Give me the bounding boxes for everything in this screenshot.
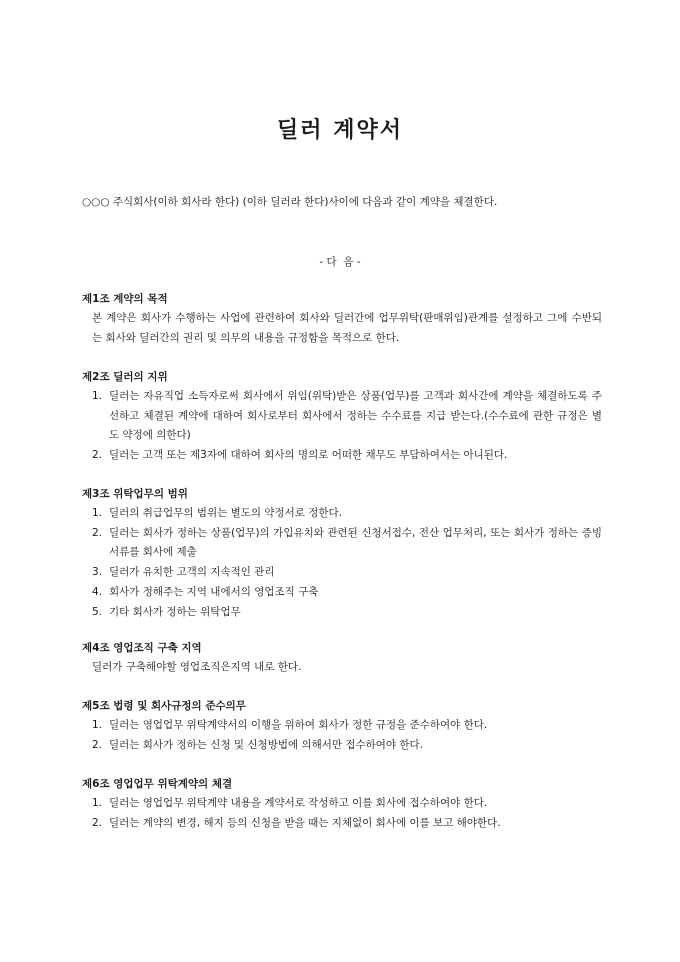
article-4 — [82, 638, 602, 678]
list-item — [82, 446, 602, 466]
item-number: 4. — [92, 585, 103, 598]
article-body: 본 계약은 회사가 수행하는 사업에 관련하여 회사와 딜러간에 업무위탁(판매위임)관계를 설정하고 그에 수반되는 회사와 딜러간의 권리 및 의무의 내용을 규정함을 목적으로 한다. — [92, 312, 602, 344]
article-title: 제1조 계약의 목적 — [82, 293, 168, 305]
article-title: 제5조 법령 및 회사규정의 준수의무 — [82, 700, 246, 712]
article-6 — [82, 774, 602, 833]
intro-paragraph: ○○○ 주식회사(이하 회사라 한다) (이하 딜러라 한다)사이에 다음과 같이 계약을 체결한다. — [82, 196, 498, 208]
article-title: 제3조 위탁업무의 범위 — [82, 488, 188, 500]
article-body: 딜러가 구축해야할 영업조직은지역 내로 한다. — [92, 661, 302, 673]
item-number: 2. — [92, 526, 103, 539]
item-text: 기타 회사가 정하는 위탁업무 — [109, 605, 241, 618]
item-text: 딜러는 영업업무 위탁계약서의 이행을 위하여 회사가 정한 규정을 준수하여야 한다. — [109, 719, 488, 731]
list-item — [82, 716, 602, 736]
item-text: 딜러의 취급업무의 범위는 별도의 약정서로 정한다. — [109, 507, 343, 519]
item-text: 딜러는 자유직업 소득자로써 회사에서 위임(위탁)받은 상품(업무)를 고객과 회사간에 계약을 체결하도록 주선하고 체결된 계약에 대하여 회사로부터 회사에서 정하는 수수료를 지급 받는다.(수수료에 관한 규정은 별도 약정에 의한다) — [109, 390, 602, 442]
item-text: 딜러는 고객 또는 제3자에 대하여 회사의 명의로 어떠한 채무도 부담하여서는 아니된다. — [109, 449, 508, 462]
article-item-list — [82, 504, 602, 622]
item-number: 1. — [92, 507, 103, 519]
article-item-list — [82, 387, 602, 466]
article-title: 제6조 영업업무 위탁계약의 체결 — [82, 778, 233, 790]
section-divider-label: - 다 음 - — [319, 256, 361, 268]
item-number: 3. — [92, 566, 103, 579]
list-item — [82, 504, 602, 524]
list-item — [82, 814, 602, 834]
article-item-list — [82, 716, 602, 755]
item-text: 딜러는 영업업무 위탁계약 내용을 계약서로 작성하고 이를 회사에 접수하여야 한다. — [109, 797, 488, 809]
list-item — [82, 603, 602, 623]
item-number: 1. — [92, 797, 103, 809]
item-text: 회사가 정해주는 지역 내에서의 영업조직 구축 — [109, 585, 319, 598]
article-title: 제4조 영업조직 구축 지역 — [82, 642, 202, 654]
item-number: 2. — [92, 816, 103, 829]
item-text: 딜러가 유치한 고객의 지속적인 관리 — [109, 566, 275, 579]
item-number: 1. — [92, 719, 103, 731]
list-item — [82, 524, 602, 563]
document-title: 딜러 계약서 — [277, 118, 403, 143]
list-item — [82, 736, 602, 756]
article-3 — [82, 484, 602, 622]
article-1 — [82, 289, 602, 348]
article-2 — [82, 367, 602, 466]
item-number: 2. — [92, 449, 103, 462]
item-text: 딜러는 회사가 정하는 신청 및 신청방법에 의해서만 접수하여야 한다. — [109, 738, 424, 751]
item-number: 2. — [92, 738, 103, 751]
item-number: 1. — [92, 390, 103, 402]
list-item — [82, 563, 602, 583]
list-item — [82, 583, 602, 603]
list-item — [82, 387, 602, 446]
article-5 — [82, 696, 602, 755]
article-item-list — [82, 794, 602, 833]
item-number: 5. — [92, 605, 103, 618]
list-item — [82, 794, 602, 814]
article-title: 제2조 딜러의 지위 — [82, 371, 168, 383]
item-text: 딜러는 회사가 정하는 상품(업무)의 가입유치와 관련된 신청서접수, 전산 업무처리, 또는 회사가 정하는 증빙서류를 회사에 제출 — [109, 526, 602, 559]
item-text: 딜러는 계약의 변경, 해지 등의 신청을 받을 때는 지체없이 회사에 이를 보고 해야한다. — [109, 816, 501, 829]
